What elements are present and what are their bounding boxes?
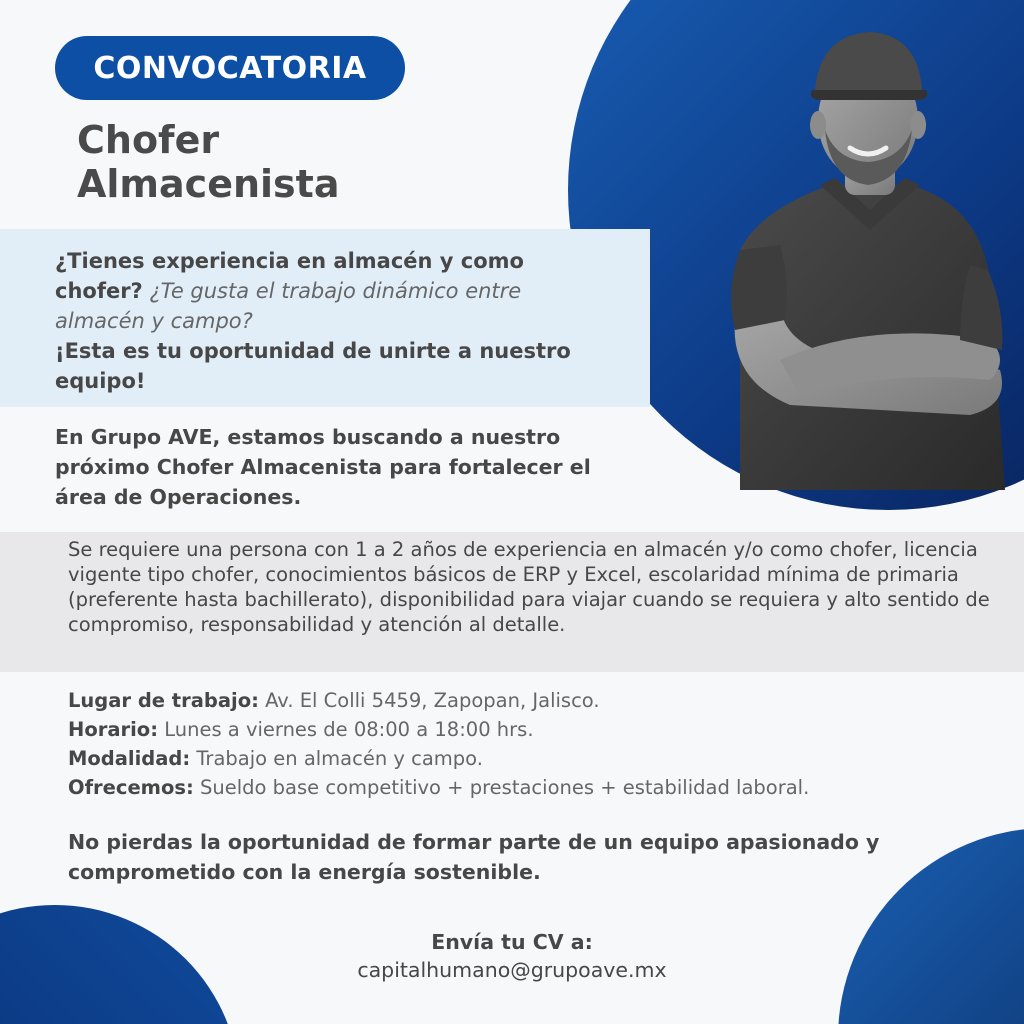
intro-question-italic: ¿Te gusta el trabajo dinámico entre almacén y campo? (55, 279, 522, 333)
job-title-line2: Almacenista (77, 162, 340, 206)
detail-schedule (68, 715, 968, 744)
detail-value: Trabajo en almacén y campo. (196, 747, 483, 770)
detail-value: Lunes a viernes de 08:00 a 18:00 hrs. (164, 718, 534, 741)
lead-paragraph: En Grupo AVE, estamos buscando a nuestro próximo Chofer Almacenista para fortalecer el área de Operaciones. (55, 425, 591, 509)
job-details (68, 686, 968, 802)
intro-question: ¿Tienes experiencia en almacén y como chofer? (55, 249, 524, 303)
detail-offer (68, 773, 968, 802)
detail-value: Av. El Colli 5459, Zapopan, Jalisco. (265, 689, 600, 712)
convocatoria-badge: CONVOCATORIA (55, 36, 405, 100)
contact-email[interactable]: capitalhumano@grupoave.mx (357, 958, 667, 982)
job-title (77, 118, 339, 206)
detail-modality (68, 744, 968, 773)
detail-value: Sueldo base competitivo + prestaciones + estabilidad laboral. (200, 776, 810, 799)
detail-label: Lugar de trabajo: (68, 689, 259, 712)
detail-location (68, 686, 968, 715)
intro-text (55, 246, 595, 396)
closing-paragraph: No pierdas la oportunidad de formar parte de un equipo apasionado y comprometido con la energía sostenible. (68, 830, 880, 884)
detail-label: Ofrecemos: (68, 776, 194, 799)
detail-label: Horario: (68, 718, 158, 741)
job-title-line1: Chofer (77, 118, 220, 162)
contact-label: Envía tu CV a: (431, 930, 593, 954)
intro-call-to-action: ¡Esta es tu oportunidad de unirte a nuestro equipo! (55, 339, 571, 393)
detail-label: Modalidad: (68, 747, 191, 770)
requirements-paragraph: Se requiere una persona con 1 a 2 años de experiencia en almacén y/o como chofer, licencia vigente tipo chofer, conocimientos básicos de ERP y Excel, escolaridad mínima de primaria (preferente hasta bachillerato), disponibilidad para viajar cuando se requiera y alto sentido de compromiso, responsabilidad y atención al detalle. (68, 538, 990, 636)
worker-photo (720, 20, 1020, 500)
